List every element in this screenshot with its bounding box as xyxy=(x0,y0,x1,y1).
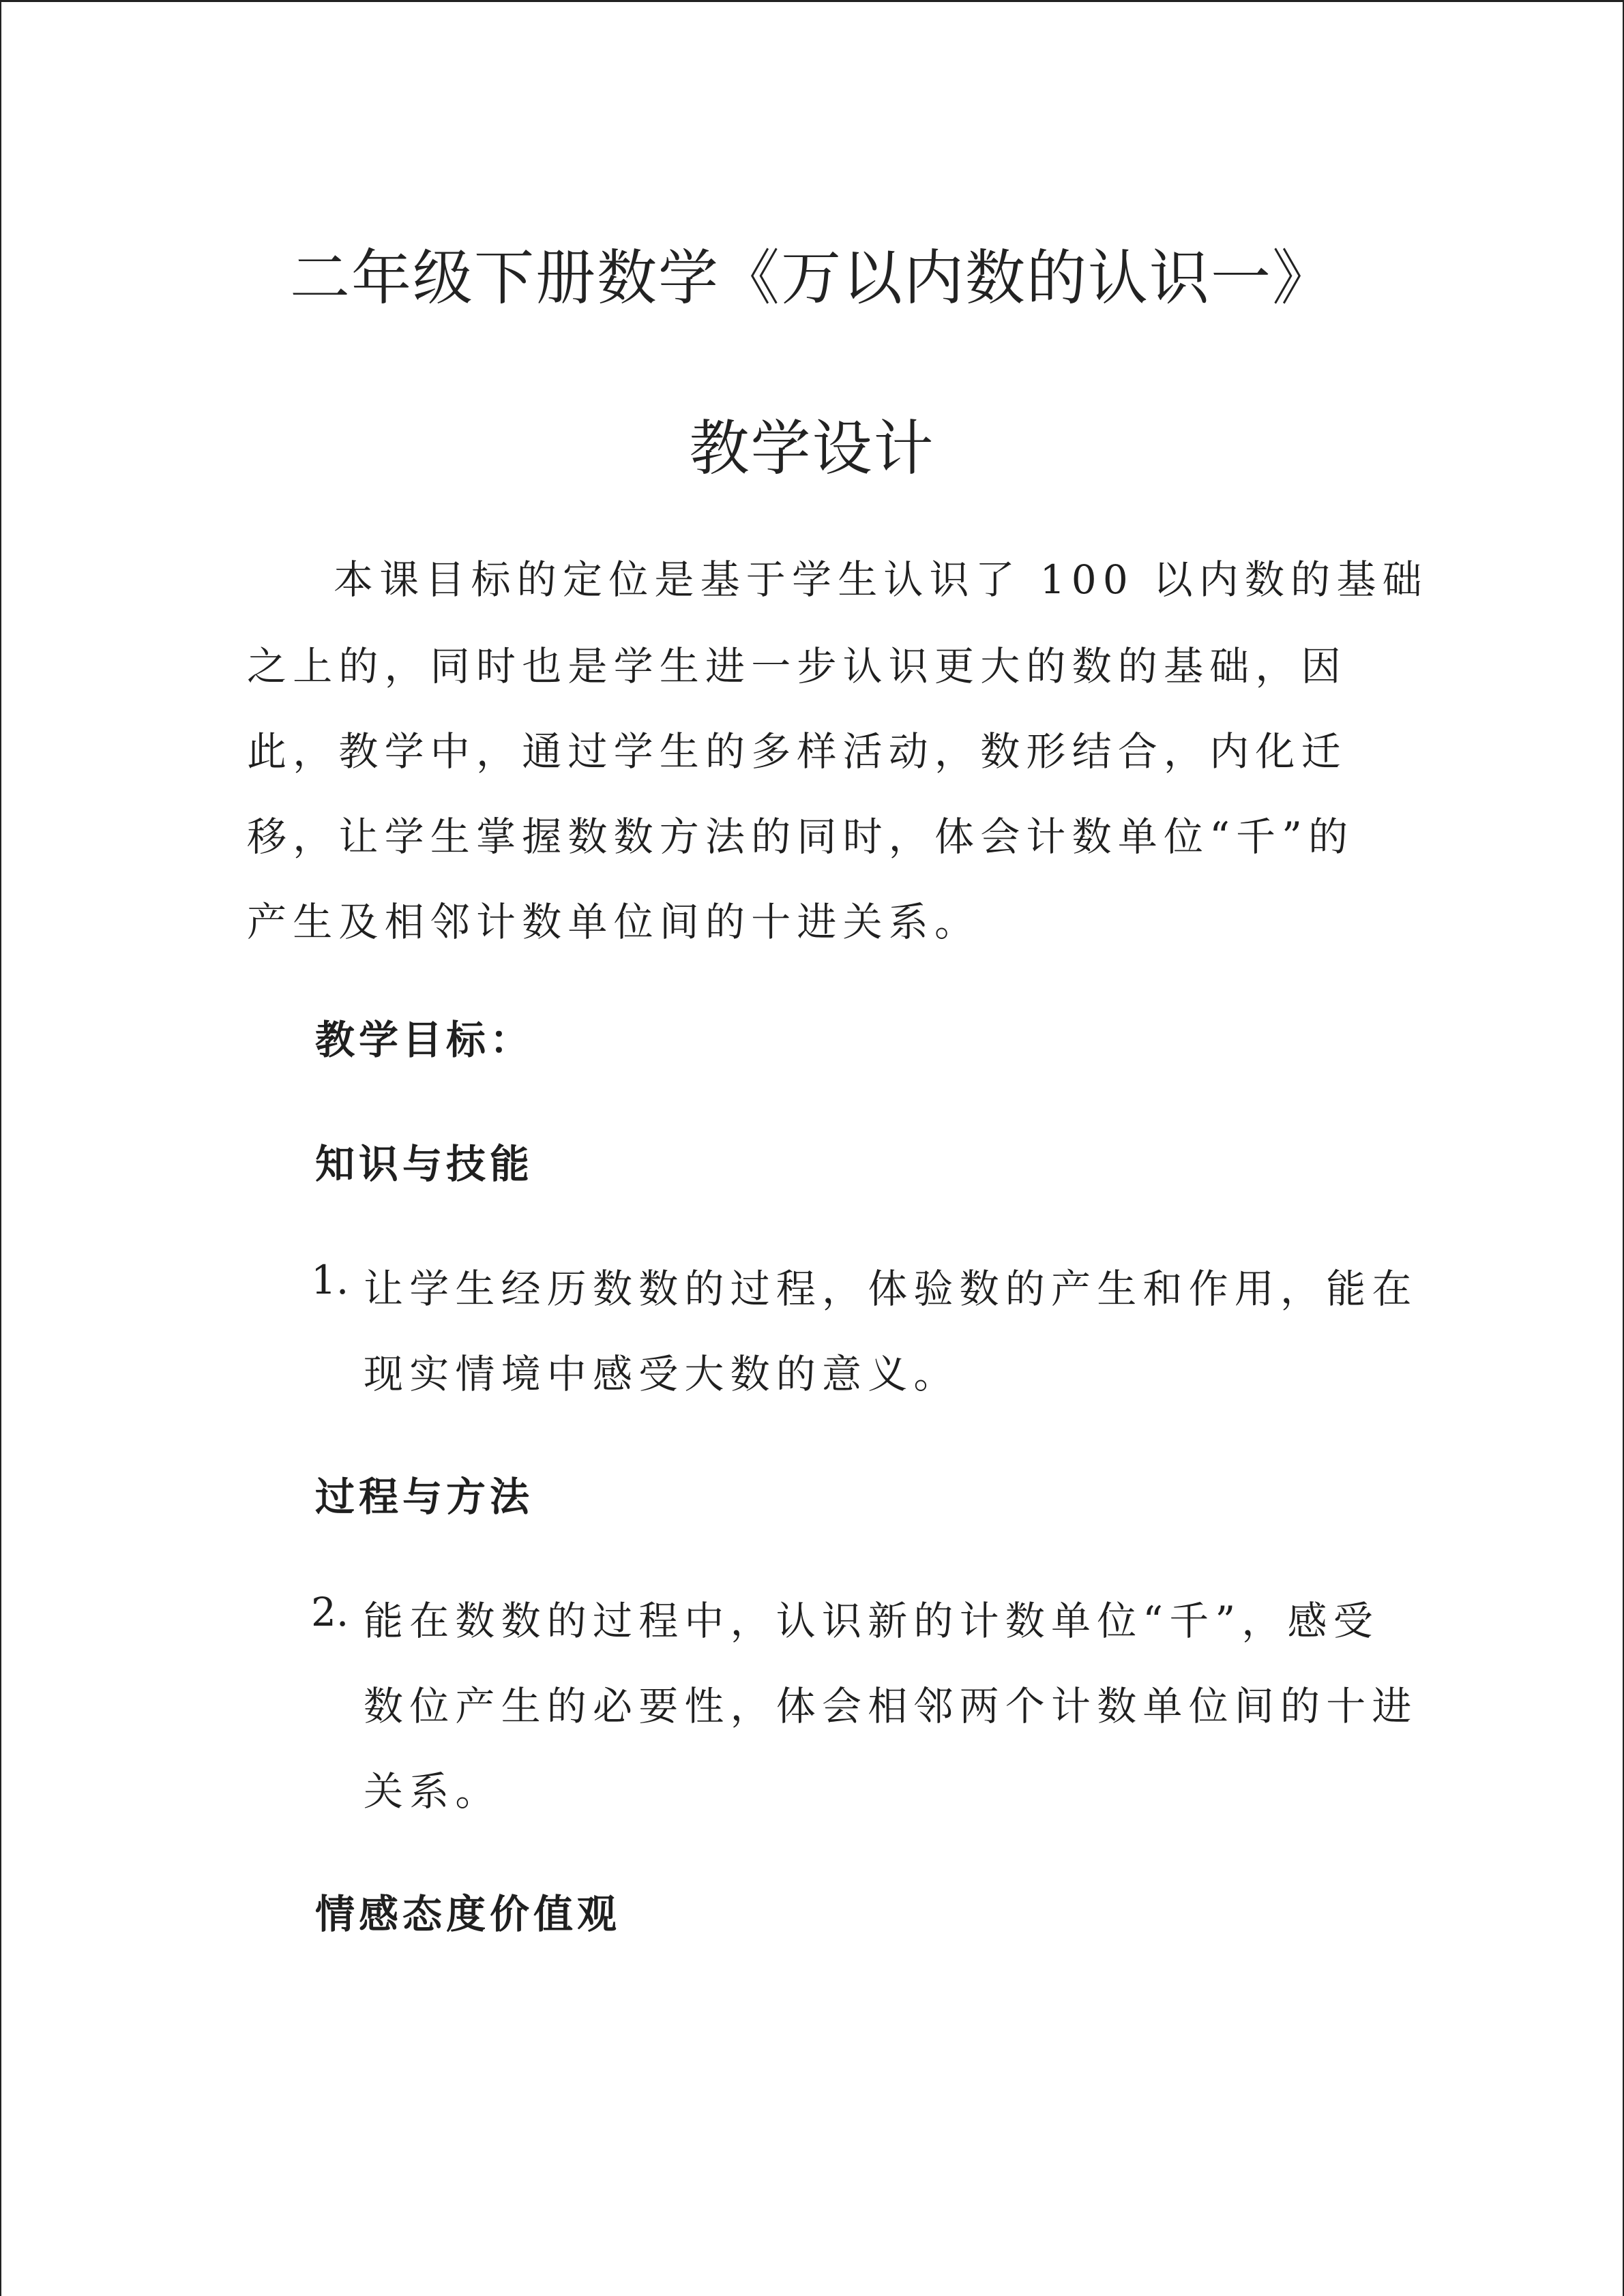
intro-paragraph-line: 本课目标的定位是基于学生认识了 100 以内数的基础 xyxy=(334,556,1428,603)
list-item-line: 数位产生的必要性，体会相邻两个计数单位间的十进 xyxy=(364,1683,1418,1729)
emotion-attitude-values-heading: 情感态度价值观 xyxy=(315,1891,621,1937)
process-method-heading: 过程与方法 xyxy=(315,1474,534,1520)
intro-paragraph-line: 此，教学中，通过学生的多样活动，数形结合，内化迁 xyxy=(247,728,1347,775)
list-item-line: 现实情境中感受大数的意义。 xyxy=(364,1351,960,1397)
list-item-number: 2. xyxy=(311,1589,349,1635)
list-item-line: 关系。 xyxy=(364,1768,501,1815)
knowledge-skills-heading: 知识与技能 xyxy=(315,1141,534,1187)
intro-paragraph-line: 移，让学生掌握数数方法的同时，体会计数单位“千”的 xyxy=(247,814,1355,860)
intro-paragraph-line: 产生及相邻计数单位间的十进关系。 xyxy=(247,899,981,945)
document-title-line-1: 二年级下册数学《万以内数的认识一》 xyxy=(289,243,1333,313)
list-item-line: 让学生经历数数的过程，体验数的产生和作用，能在 xyxy=(364,1266,1418,1312)
list-item-line: 能在数数的过程中，认识新的计数单位“千”，感受 xyxy=(364,1598,1379,1644)
document-title-line-2: 教学设计 xyxy=(689,413,935,483)
list-item-number: 1. xyxy=(311,1257,349,1303)
intro-paragraph-line: 之上的，同时也是学生进一步认识更大的数的基础，因 xyxy=(247,643,1347,689)
teaching-objectives-heading: 教学目标： xyxy=(315,1017,534,1063)
